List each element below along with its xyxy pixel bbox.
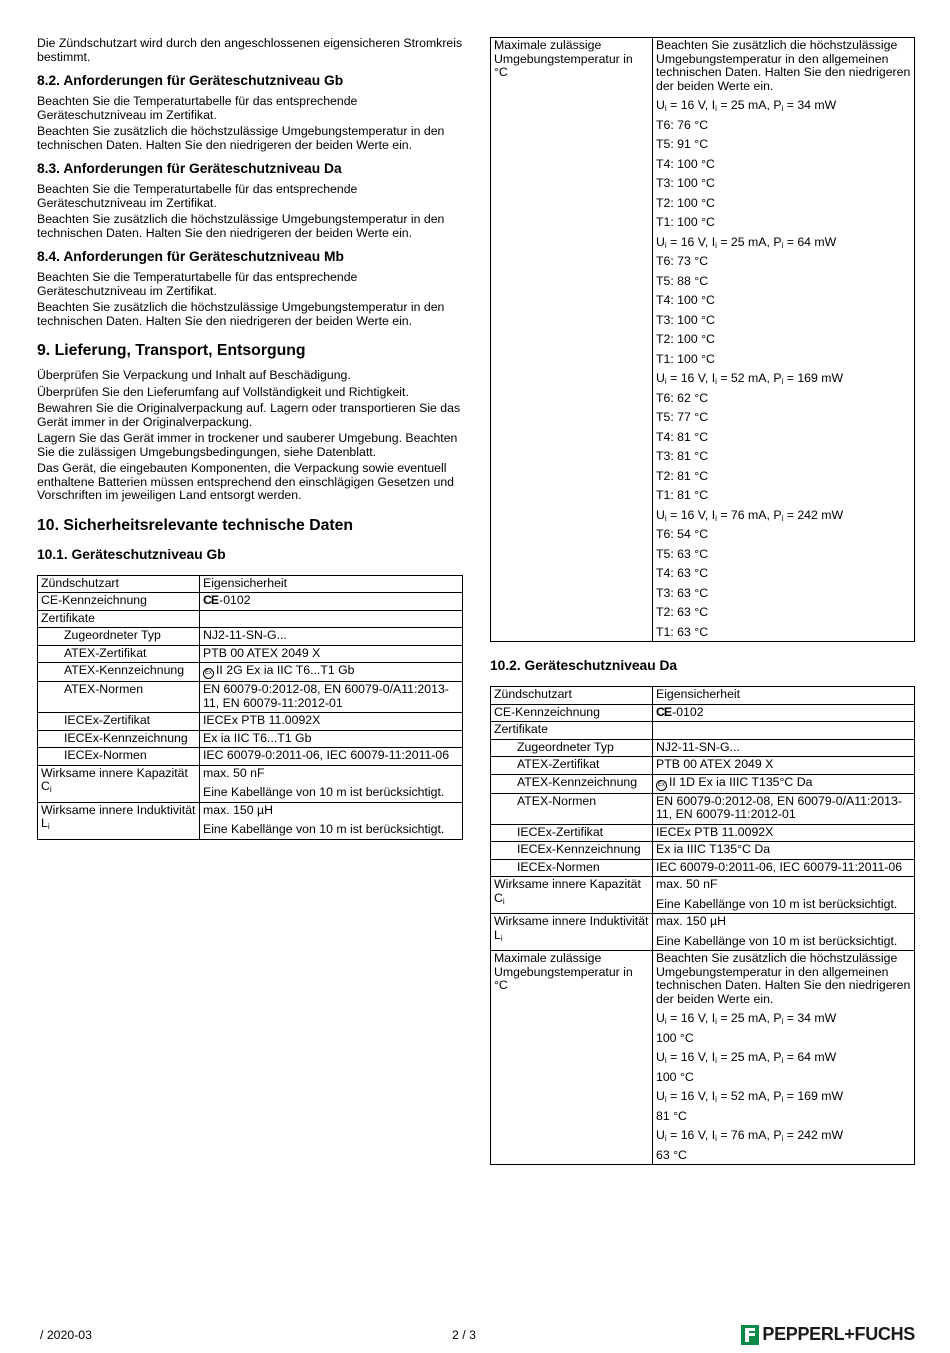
table-value	[200, 802, 463, 839]
parameter-value: 25 mA	[730, 1011, 767, 1025]
parameter-value: 16 V	[680, 507, 705, 522]
electrical-parameters: $U_i = 16$ V, $I_i = 52$ mA, $P_i = 169$ mW	[656, 1089, 844, 1104]
temperature-value: T6: 54 °C	[656, 527, 709, 541]
table-row	[491, 757, 915, 775]
table-value: Ex ia IIIC T135°C Da	[653, 842, 915, 860]
table-row	[491, 914, 915, 951]
table-key: Zündschutzart	[38, 575, 200, 593]
document-date: / 2020-03	[40, 1328, 92, 1342]
subscript: i	[502, 896, 505, 906]
temperature-value: T3: 63 °C	[656, 585, 709, 600]
ce-mark-icon: CE	[203, 593, 219, 607]
table-value: IEC 60079-0:2011-06, IEC 60079-11:2011-06	[200, 748, 463, 766]
table-row	[38, 765, 463, 802]
table-row	[491, 774, 915, 793]
table-key: CE-Kennzeichnung	[38, 593, 200, 611]
electrical-parameters: $U_i = 16$ V, $I_i = 25$ mA, $P_i = 34$ mW	[656, 1011, 837, 1026]
table-row	[38, 593, 463, 611]
page-footer	[37, 1323, 915, 1347]
temperature-value: T1: 63 °C	[656, 624, 709, 639]
table-row	[38, 628, 463, 646]
paragraph: Beachten Sie die Temperaturtabelle für das entsprechende Geräteschutzniveau im Zertifikat.	[37, 270, 358, 298]
paragraph: Bewahren Sie die Originalverpackung auf. Lagern oder transportieren Sie das Gerät immer in der Originalverpackung.	[37, 401, 461, 429]
parameter-value: 16 V	[680, 234, 705, 249]
electrical-parameters: $U_i = 16$ V, $I_i = 25$ mA, $P_i = 34$ mW	[656, 98, 837, 113]
parameter-value: 52 mA	[730, 371, 767, 385]
table-value: EN 60079-0:2012-08, EN 60079-0/A11:2013-11, EN 60079-11:2012-01	[200, 682, 463, 713]
table-value: IECEx PTB 11.0092X	[653, 824, 915, 842]
paragraph: Beachten Sie zusätzlich die höchstzulässige Umgebungstemperatur in den technischen Daten. Halten Sie den niedrigeren der beiden Werte ein.	[37, 300, 445, 328]
parameter-value: 76 mA	[730, 507, 767, 522]
temperature-value: T4: 81 °C	[656, 429, 709, 444]
table-row	[38, 682, 463, 713]
table-row	[491, 877, 915, 914]
temperature-value: T4: 100 °C	[656, 293, 715, 307]
parameter-value: 64 mW	[797, 234, 837, 249]
atex-marking: II 2G Ex ia IIC T6...T1 Gb	[216, 663, 355, 677]
temperature-value: T4: 100 °C	[656, 156, 715, 171]
paragraph: Das Gerät, die eingebauten Komponenten, die Verpackung sowie eventuell enthaltene Batterien müssen entsprechend den einschlägigen Gesetzen und Vorschriften im jeweiligen Land entsorgt werden.	[37, 461, 455, 502]
table-key: Zertifikate	[38, 610, 200, 628]
parameter-value: 25 mA	[730, 234, 767, 249]
table-value	[653, 877, 915, 914]
paragraph: Beachten Sie die Temperaturtabelle für das entsprechende Geräteschutzniveau im Zertifikat.	[37, 94, 358, 122]
ce-mark-icon: CE	[656, 704, 672, 719]
table-value: IEC 60079-0:2011-06, IEC 60079-11:2011-06	[653, 859, 915, 877]
intro-paragraph: Die Zündschutzart wird durch den angeschlossenen eigensicheren Stromkreis bestimmt.	[37, 36, 463, 64]
table-key: IECEx-Normen	[38, 748, 200, 766]
parameter-value: 52 mA	[730, 1089, 767, 1103]
table-value	[200, 593, 463, 611]
ex-hexagon-icon: Ex	[656, 780, 667, 791]
ex-hexagon-icon: Ex	[203, 668, 214, 679]
temperature-value: 63 °C	[656, 1147, 687, 1162]
paragraph: Beachten Sie die Temperaturtabelle für das entsprechende Geräteschutzniveau im Zertifikat.	[37, 182, 358, 210]
temperature-value: T2: 100 °C	[656, 195, 715, 210]
electrical-parameters: $U_i = 16$ V, $I_i = 76$ mA, $P_i = 242$ mW	[656, 1128, 844, 1143]
heading-10-2: 10.2. Geräteschutzniveau Da	[490, 658, 678, 673]
paragraph: Überprüfen Sie Verpackung und Inhalt auf Beschädigung.	[37, 368, 351, 382]
pepperl-fuchs-logo	[741, 1323, 915, 1347]
heading-8-3: 8.3. Anforderungen für Geräteschutzniveau Da	[37, 161, 342, 176]
table-key: IECEx-Zertifikat	[491, 824, 653, 842]
key-text: Wirksame innere Induktivität L	[494, 914, 649, 942]
logo-mark-icon	[741, 1325, 759, 1345]
temperature-value: T2: 81 °C	[656, 468, 709, 483]
temperature-value: 100 °C	[656, 1030, 694, 1045]
table-row	[38, 713, 463, 731]
table-key: Maximale zulässige Umgebungstemperatur in °C	[491, 951, 653, 1165]
table-value: NJ2-11-SN-G...	[653, 739, 915, 757]
table-row	[38, 610, 463, 628]
heading-10: 10. Sicherheitsrelevante technische Daten	[37, 516, 354, 534]
table-row	[491, 842, 915, 860]
table-key	[491, 877, 653, 914]
heading-9: 9. Lieferung, Transport, Entsorgung	[37, 342, 306, 359]
table-key: Zündschutzart	[491, 687, 653, 705]
table-row	[38, 802, 463, 839]
gb-data-table	[37, 575, 463, 840]
parameter-value: 25 mA	[730, 1050, 767, 1064]
table-row	[491, 951, 915, 1165]
table-key: ATEX-Kennzeichnung	[491, 774, 653, 793]
table-row	[38, 730, 463, 748]
subscript: i	[500, 933, 503, 943]
table-row	[491, 859, 915, 877]
temperature-value: T2: 100 °C	[656, 332, 715, 346]
da-data-table	[490, 686, 915, 1165]
table-key: ATEX-Normen	[38, 682, 200, 713]
temperature-value: T5: 63 °C	[656, 546, 709, 561]
table-row	[491, 824, 915, 842]
parameter-value: 169 mW	[797, 1089, 844, 1103]
temperature-value: T5: 77 °C	[656, 410, 709, 424]
table-value: PTB 00 ATEX 2049 X	[653, 757, 915, 775]
table-value	[653, 774, 915, 793]
parameter-value: 16 V	[680, 1050, 705, 1064]
table-row	[38, 645, 463, 663]
page-number: 2 / 3	[452, 1328, 476, 1342]
value-line: max. 50 nF	[203, 765, 265, 780]
table-key: ATEX-Kennzeichnung	[38, 663, 200, 682]
table-value: PTB 00 ATEX 2049 X	[200, 645, 463, 663]
table-row	[491, 687, 915, 705]
table-value	[200, 663, 463, 682]
table-key: ATEX-Zertifikat	[38, 645, 200, 663]
subscript: i	[49, 785, 52, 794]
paragraph: Lagern Sie das Gerät immer in trockener und sauberer Umgebung. Beachten Sie die zulässigen Umgebungsbedingungen, siehe Datenblatt.	[37, 431, 458, 459]
electrical-parameters: $U_i = 16$ V, $I_i = 76$ mA, $P_i = 242$ mW	[656, 507, 844, 523]
parameter-value: 16 V	[680, 1011, 705, 1025]
table-key: IECEx-Zertifikat	[38, 713, 200, 731]
temperature-value: T1: 100 °C	[656, 351, 715, 366]
heading-8-2: 8.2. Anforderungen für Geräteschutzniveau Gb	[37, 73, 344, 88]
table-row	[491, 38, 915, 642]
parameter-value: 16 V	[680, 1128, 705, 1142]
temperature-value: T2: 63 °C	[656, 605, 709, 619]
table-value	[653, 914, 915, 951]
electrical-parameters: $U_i = 16$ V, $I_i = 52$ mA, $P_i = 169$ mW	[656, 371, 844, 386]
table-key: CE-Kennzeichnung	[491, 704, 653, 722]
table-row	[491, 793, 915, 824]
table-value	[653, 38, 915, 642]
value-line: Eine Kabellänge von 10 m ist berücksichtigt.	[656, 933, 898, 948]
table-value	[200, 765, 463, 802]
temperature-value: T5: 88 °C	[656, 273, 709, 288]
paragraph: Überprüfen Sie den Lieferumfang auf Vollständigkeit und Richtigkeit.	[37, 384, 409, 399]
value-line: max. 150 µH	[656, 914, 726, 928]
table-value	[653, 704, 915, 722]
parameter-value: 242 mW	[797, 1128, 844, 1142]
parameter-value: 76 mA	[730, 1128, 767, 1142]
table-value: Eigensicherheit	[200, 575, 463, 593]
parameter-value: 16 V	[680, 98, 705, 112]
temperature-value: 100 °C	[656, 1069, 694, 1084]
parameter-value: 34 mW	[797, 1011, 837, 1025]
subscript: i	[47, 822, 50, 831]
ce-number: -0102	[219, 593, 251, 607]
table-row	[491, 704, 915, 722]
table-key: IECEx-Kennzeichnung	[38, 730, 200, 748]
temperature-value: 81 °C	[656, 1108, 687, 1123]
table-key: IECEx-Kennzeichnung	[491, 842, 653, 860]
table-row	[38, 748, 463, 766]
right-column	[490, 37, 915, 1165]
table-value	[200, 610, 463, 628]
table-key: ATEX-Normen	[491, 793, 653, 824]
value-line: Eine Kabellänge von 10 m ist berücksichtigt.	[656, 896, 898, 911]
temperature-value: T3: 100 °C	[656, 176, 715, 190]
parameter-value: 64 mW	[797, 1050, 837, 1064]
table-row	[491, 739, 915, 757]
gb-temperature-table	[490, 37, 915, 642]
parameter-value: 25 mA	[730, 98, 767, 112]
temperature-value: T1: 100 °C	[656, 215, 715, 229]
table-value: IECEx PTB 11.0092X	[200, 713, 463, 731]
temperature-value: T3: 100 °C	[656, 312, 715, 327]
parameter-value: 169 mW	[797, 371, 844, 385]
table-value: Ex ia IIC T6...T1 Gb	[200, 730, 463, 748]
value-line: Eine Kabellänge von 10 m ist berücksichtigt.	[203, 785, 445, 799]
heading-8-4: 8.4. Anforderungen für Geräteschutzniveau Mb	[37, 249, 344, 264]
atex-marking: II 1D Ex ia IIIC T135°C Da	[669, 774, 813, 789]
table-key	[491, 914, 653, 951]
table-key: Zugeordneter Typ	[491, 739, 653, 757]
temp-note: Beachten Sie zusätzlich die höchstzulässige Umgebungstemperatur in den allgemeinen technischen Daten. Halten Sie den niedrigeren der beiden Werte ein.	[656, 38, 911, 93]
table-value	[653, 951, 915, 1165]
value-line: max. 150 µH	[203, 802, 273, 817]
temp-note: Beachten Sie zusätzlich die höchstzulässige Umgebungstemperatur in den allgemeinen technischen Daten. Halten Sie den niedrigeren der beiden Werte ein.	[656, 951, 911, 1006]
table-key	[38, 765, 200, 802]
table-key: IECEx-Normen	[491, 859, 653, 877]
parameter-value: 34 mW	[797, 98, 837, 112]
table-value: NJ2-11-SN-G...	[200, 628, 463, 646]
table-row	[38, 663, 463, 682]
parameter-value: 242 mW	[797, 507, 844, 522]
temperature-value: T6: 76 °C	[656, 117, 709, 132]
value-line: max. 50 nF	[656, 877, 718, 891]
table-key	[38, 802, 200, 839]
heading-10-1: 10.1. Geräteschutzniveau Gb	[37, 546, 226, 562]
value-line: Eine Kabellänge von 10 m ist berücksichtigt.	[203, 822, 445, 836]
table-value: EN 60079-0:2012-08, EN 60079-0/A11:2013-11, EN 60079-11:2012-01	[653, 793, 915, 824]
table-row	[491, 722, 915, 740]
temperature-value: T6: 73 °C	[656, 254, 709, 268]
key-text: Wirksame innere Kapazität C	[41, 765, 188, 793]
electrical-parameters: $U_i = 16$ V, $I_i = 25$ mA, $P_i = 64$ mW	[656, 1050, 837, 1065]
logo-text: PEPPERL+FUCHS	[762, 1324, 915, 1345]
paragraph: Beachten Sie zusätzlich die höchstzulässige Umgebungstemperatur in den technischen Daten. Halten Sie den niedrigeren der beiden Werte ein.	[37, 212, 445, 240]
left-column	[37, 37, 463, 840]
table-row	[38, 575, 463, 593]
temperature-value: T3: 81 °C	[656, 449, 709, 463]
electrical-parameters: $U_i = 16$ V, $I_i = 25$ mA, $P_i = 64$ mW	[656, 234, 837, 250]
table-value	[653, 722, 915, 740]
table-value: Eigensicherheit	[653, 687, 915, 705]
table-key: Zertifikate	[491, 722, 653, 740]
table-key: Maximale zulässige Umgebungstemperatur in °C	[491, 38, 653, 642]
table-key: ATEX-Zertifikat	[491, 757, 653, 775]
parameter-value: 16 V	[680, 371, 705, 385]
temperature-value: T5: 91 °C	[656, 137, 709, 151]
temperature-value: T1: 81 °C	[656, 488, 709, 502]
key-text: Wirksame innere Kapazität C	[494, 877, 641, 905]
ce-number: -0102	[672, 704, 704, 719]
paragraph: Beachten Sie zusätzlich die höchstzulässige Umgebungstemperatur in den technischen Daten. Halten Sie den niedrigeren der beiden Werte ein.	[37, 124, 445, 152]
parameter-value: 16 V	[680, 1089, 705, 1103]
temperature-value: T6: 62 °C	[656, 390, 709, 405]
table-key: Zugeordneter Typ	[38, 628, 200, 646]
temperature-value: T4: 63 °C	[656, 566, 709, 580]
key-text: Wirksame innere Induktivität L	[41, 802, 196, 830]
